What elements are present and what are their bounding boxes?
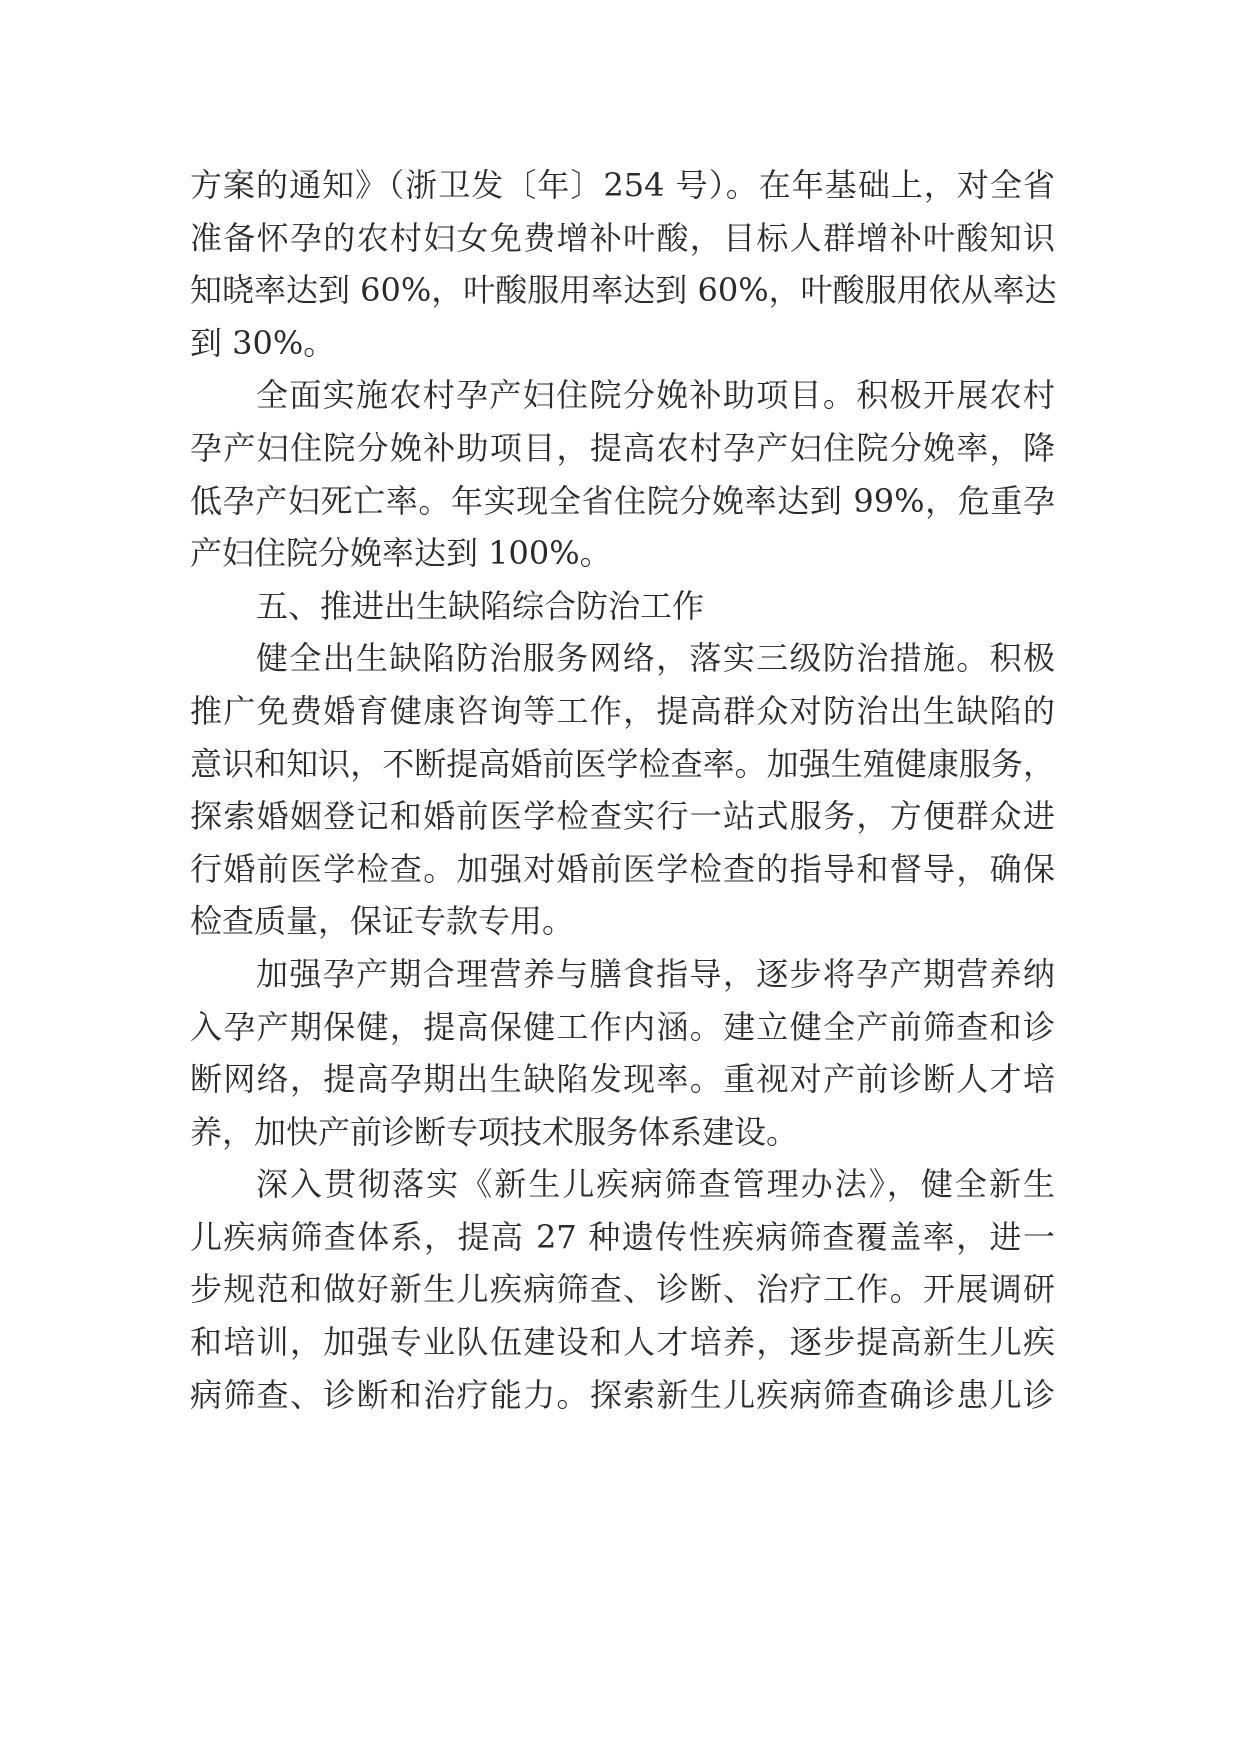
text-line: 到 30%。 bbox=[190, 323, 336, 362]
text-line: 养，加快产前诊断专项技术服务体系建设。 bbox=[190, 1112, 799, 1151]
paragraph bbox=[190, 369, 1055, 579]
text-line: 检查质量，保证专款专用。 bbox=[190, 902, 575, 941]
text-line: 和培训，加强专业队伍建设和人才培养，逐步提高新生儿疾 bbox=[190, 1323, 1055, 1362]
text-line: 知晓率达到 60%，叶酸服用率达到 60%，叶酸服用依从率达 bbox=[190, 271, 1057, 310]
text-line: 儿疾病筛查体系，提高 27 种遗传性疾病筛查覆盖率，进一 bbox=[190, 1217, 1055, 1256]
text-line: 病筛查、诊断和治疗能力。探索新生儿疾病筛查确诊患儿诊 bbox=[190, 1375, 1055, 1414]
text-line: 意识和知识，不断提高婚前医学检查率。加强生殖健康服务， bbox=[190, 744, 1055, 783]
text-line: 入孕产期保健，提高保健工作内涵。建立健全产前筛查和诊 bbox=[190, 1007, 1055, 1046]
text-line: 断网络，提高孕期出生缺陷发现率。重视对产前诊断人才培 bbox=[190, 1060, 1055, 1099]
text-line: 准备怀孕的农村妇女免费增补叶酸，目标人群增补叶酸知识 bbox=[190, 218, 1055, 257]
text-line: 探索婚姻登记和婚前医学检查实行一站式服务，方便群众进 bbox=[190, 797, 1055, 836]
text-line: 行婚前医学检查。加强对婚前医学检查的指导和督导，确保 bbox=[190, 849, 1055, 888]
text-line: 五、推进出生缺陷综合防治工作 bbox=[256, 586, 705, 625]
text-line: 加强孕产期合理营养与膳食指导，逐步将孕产期营养纳 bbox=[256, 954, 1055, 993]
text-line: 产妇住院分娩率达到 100%。 bbox=[190, 534, 612, 573]
text-line: 方案的通知》（浙卫发〔年〕254 号）。在年基础上，对全省 bbox=[190, 166, 1055, 204]
paragraph bbox=[190, 1158, 1055, 1421]
section-heading bbox=[190, 580, 1055, 633]
text-line: 健全出生缺陷防治服务网络，落实三级防治措施。积极 bbox=[256, 639, 1055, 678]
text-line: 全面实施农村孕产妇住院分娩补助项目。积极开展农村 bbox=[256, 376, 1055, 415]
paragraph bbox=[190, 632, 1055, 948]
text-line: 步规范和做好新生儿疾病筛查、诊断、治疗工作。开展调研 bbox=[190, 1270, 1055, 1309]
text-line: 推广免费婚育健康咨询等工作，提高群众对防治出生缺陷的 bbox=[190, 691, 1055, 730]
paragraph bbox=[190, 159, 1055, 369]
text-line: 低孕产妇死亡率。年实现全省住院分娩率达到 99%，危重孕 bbox=[190, 481, 1055, 520]
document-body bbox=[190, 159, 1055, 1421]
paragraph bbox=[190, 948, 1055, 1158]
text-line: 孕产妇住院分娩补助项目，提高农村孕产妇住院分娩率，降 bbox=[190, 428, 1055, 467]
text-line: 深入贯彻落实《新生儿疾病筛查管理办法》，健全新生 bbox=[256, 1165, 1055, 1204]
